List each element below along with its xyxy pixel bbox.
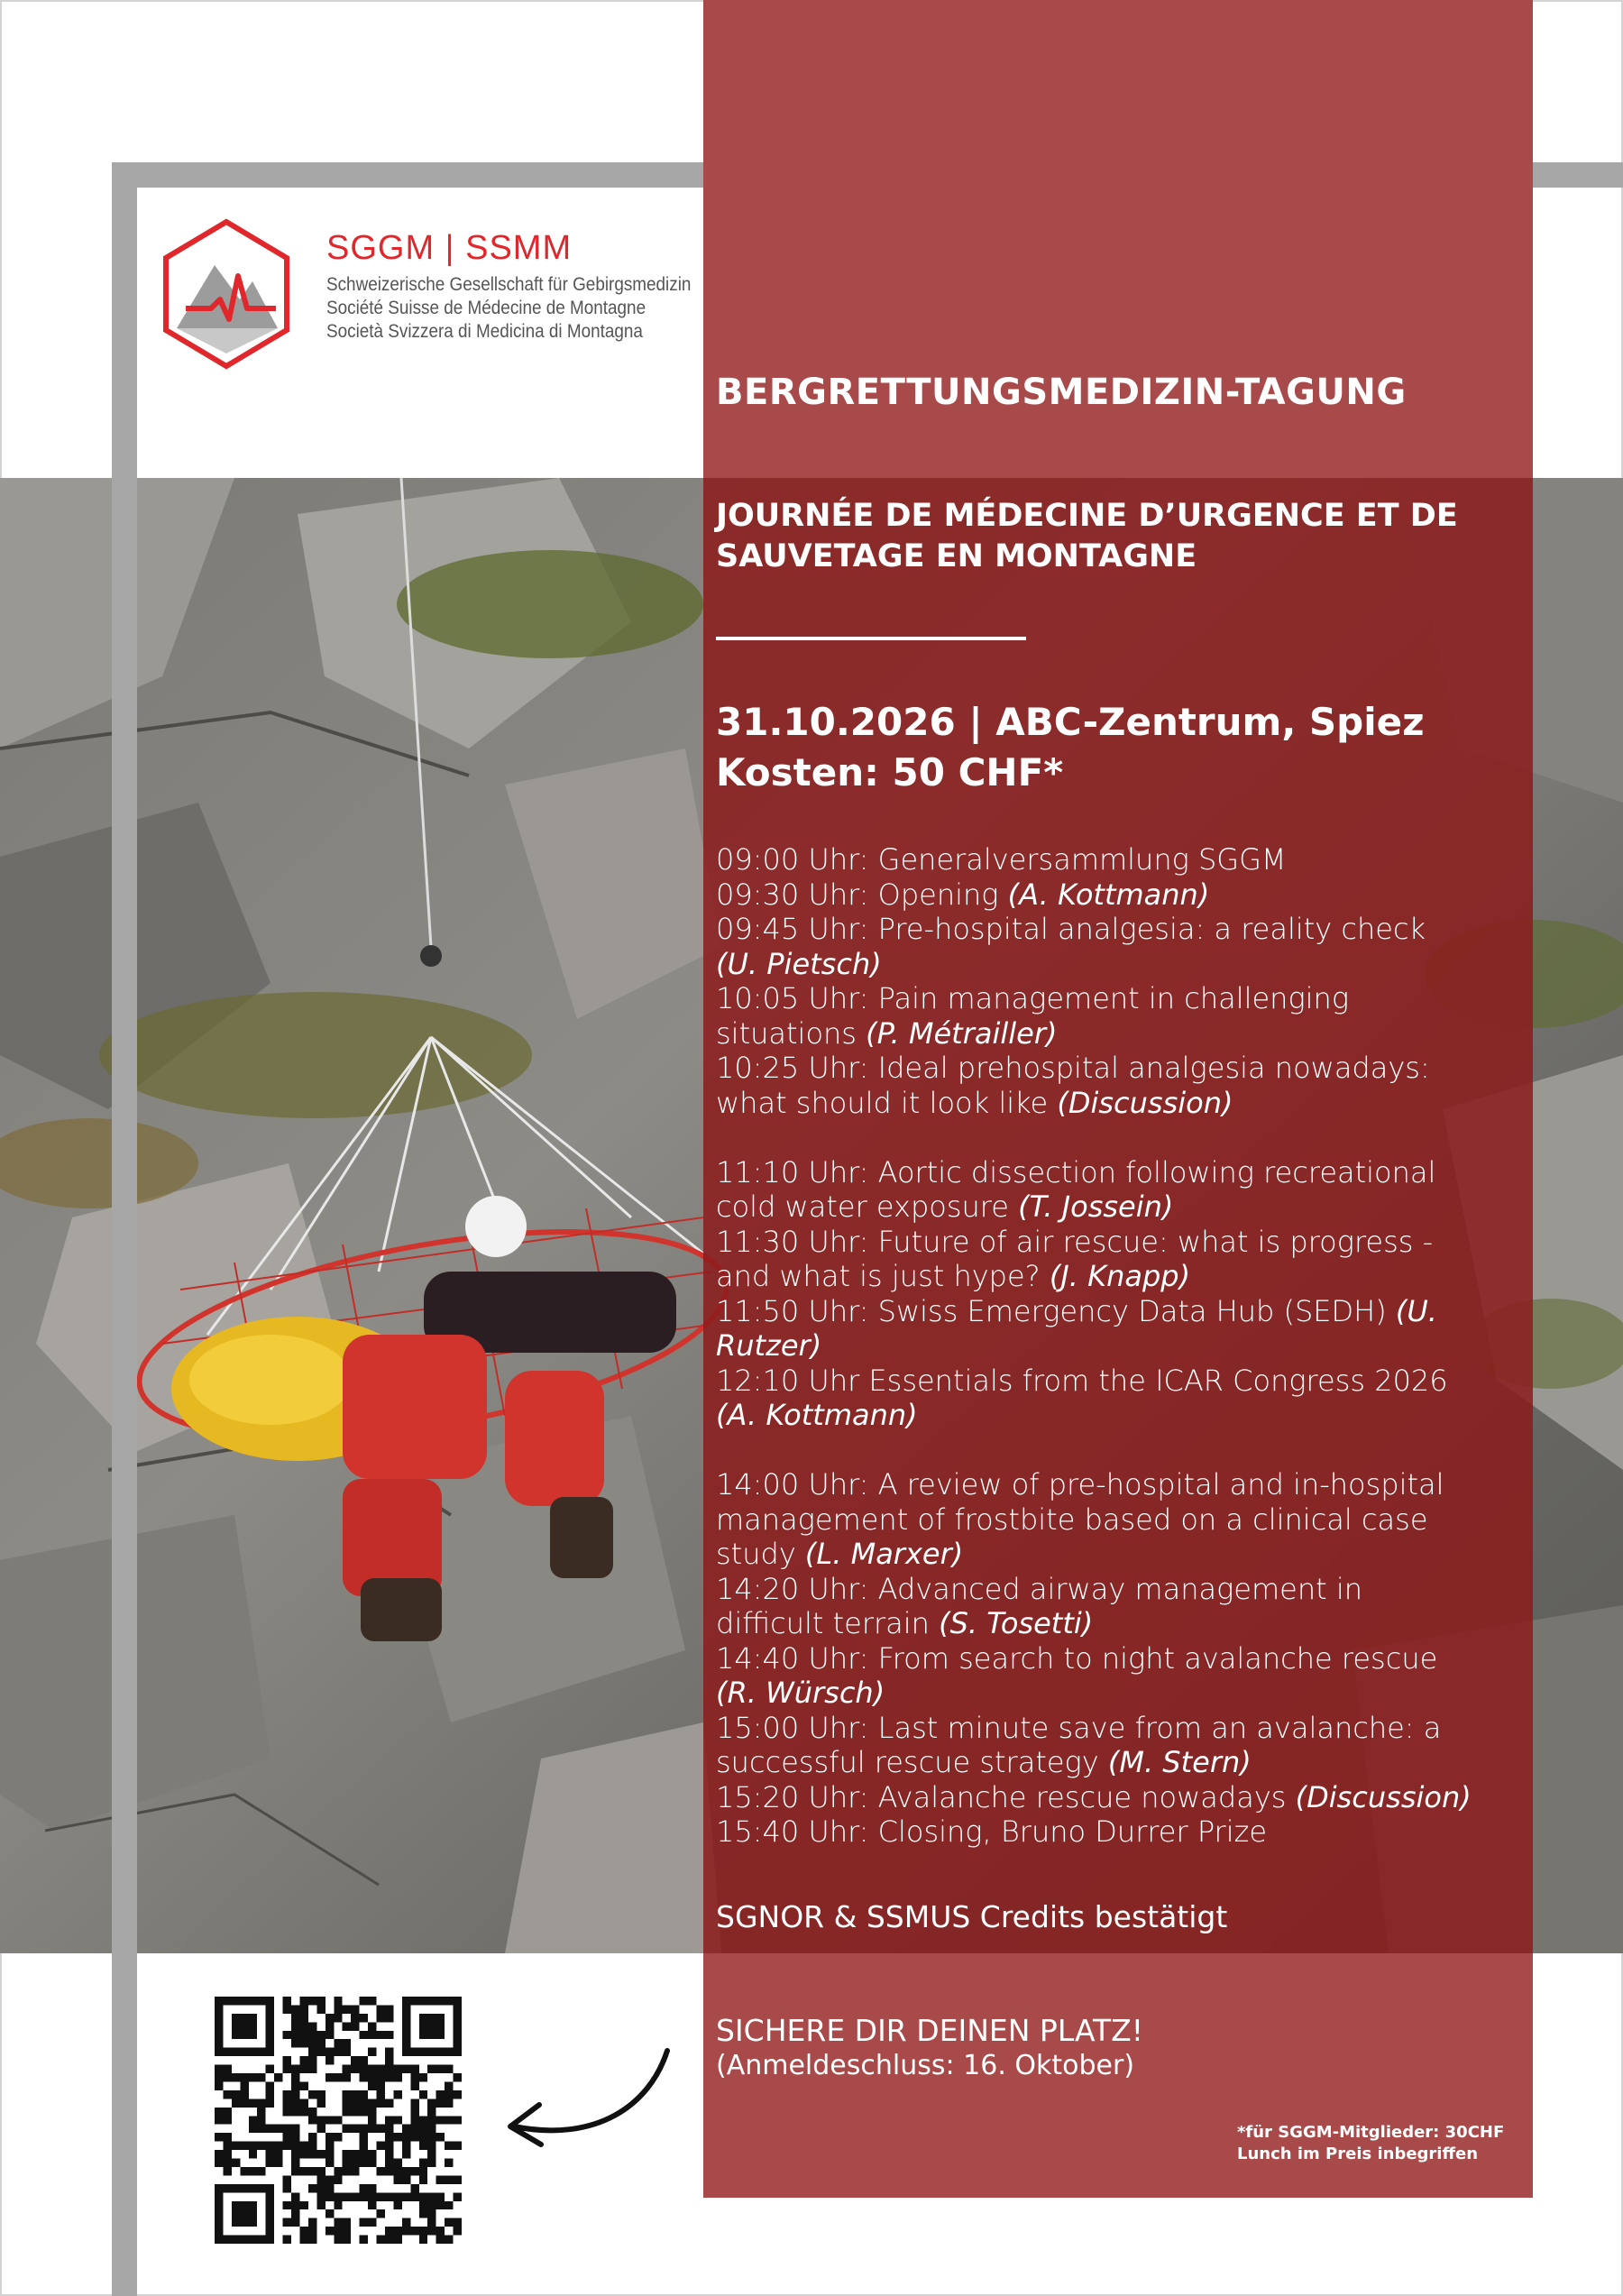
program-line [716,912,1472,947]
program-line-text: and what is just hype? [716,1259,1050,1293]
program-line-text: 14:20 Uhr: Advanced airway management in [716,1571,1363,1606]
program-line-text: 11:10 Uhr: Aortic dissection following recreational [716,1154,1436,1189]
program-line-text: cold water exposure [716,1189,1019,1224]
registration-headline: SICHERE DIR DEINEN PLATZ! [716,2013,1143,2048]
program-line-text: successful rescue strategy [716,1745,1108,1779]
program-line-text: 10:25 Uhr: Ideal prehospital analgesia nowadays: [716,1051,1430,1085]
program-line [716,1641,1472,1676]
sggm-mountain-logo-icon [159,218,294,372]
program-line [716,947,1472,982]
program-line-text: 14:00 Uhr: A review of pre-hospital and in-hospital [716,1467,1444,1502]
logo-line-de: Schweizerische Gesellschaft für Gebirgsmedizin [326,274,692,295]
program-line [716,1259,1472,1294]
program-speaker: (M. Stern) [1107,1745,1252,1779]
program-line-text: 11:30 Uhr: Future of air rescue: what is progress - [716,1224,1434,1259]
sggm-logo [159,218,709,382]
program-line [716,1398,1472,1433]
program-gap [716,1433,1472,1468]
program-line-text: 12:10 Uhr Essentials from the ICAR Congress 2026 [716,1363,1448,1398]
program-speaker: (U. Pietsch) [716,946,882,981]
divider-rule [716,637,1026,640]
program-line [716,1502,1472,1538]
program-speaker: (T. Jossein) [1018,1189,1174,1224]
event-date-location: 31.10.2026 | ABC-Zentrum, Spiez [716,700,1425,744]
program-speaker: (Discussion) [1295,1779,1472,1814]
program-line-text: 10:05 Uhr: Pain management in challenging [716,981,1350,1015]
program-line [716,1814,1472,1850]
program-line [716,1364,1472,1399]
program-line [716,1155,1472,1190]
program-line [716,1606,1472,1641]
subtitle-line-2: SAUVETAGE EN MONTAGNE [716,538,1197,574]
program-line-text: 09:45 Uhr: Pre-hospital analgesia: a reality check [716,912,1426,946]
program-speaker: (R. Würsch) [716,1676,885,1710]
program-line [716,1328,1472,1364]
program-line-text: 15:20 Uhr: Avalanche rescue nowadays [716,1779,1296,1814]
event-cost: Kosten: 50 CHF* [716,750,1064,794]
program-line [716,1572,1472,1607]
curved-arrow-icon [496,2043,676,2161]
program-line-text: situations [716,1015,867,1051]
program-line [716,1016,1472,1052]
qr-code[interactable] [215,1997,462,2244]
program-line [716,981,1472,1016]
program-line [716,842,1472,877]
program-line [716,1711,1472,1746]
program-line-text: 15:40 Uhr: Closing, Bruno Durrer Prize [716,1814,1268,1849]
program-gap [716,1120,1472,1155]
footnote-member-price: *für SGGM-Mitglieder: 30CHF [1237,2123,1505,2142]
logo-title: SGGM | SSMM [326,229,573,267]
program-line-text: difficult terrain [716,1606,940,1640]
program-speaker: (U. [1395,1293,1437,1328]
footnote-lunch: Lunch im Preis inbegriffen [1237,2144,1479,2163]
program-line [716,1745,1472,1780]
program-line-text: 15:00 Uhr: Last minute save from an avalanche: a [716,1710,1442,1745]
program-line-text: what should it look like [716,1085,1058,1120]
program-speaker: (A. Kottmann) [716,1398,918,1432]
program-line-text: 14:40 Uhr: From search to night avalanche rescue [716,1640,1438,1676]
program-speaker: (P. Métrailler) [866,1015,1058,1051]
program-list [716,842,1472,1850]
program-line-text: study [716,1537,805,1571]
frame-left-bar [112,162,137,2296]
program-speaker: (A. Kottmann) [1007,877,1210,912]
event-title: BERGRETTUNGSMEDIZIN-TAGUNG [716,372,1407,413]
program-line [716,1537,1472,1572]
program-line [716,1225,1472,1260]
program-line-text: 11:50 Uhr: Swiss Emergency Data Hub (SEDH) [716,1293,1396,1328]
program-line-text: 09:30 Uhr: Opening [716,877,1008,912]
program-line [716,1294,1472,1329]
program-speaker: Rutzer) [716,1328,822,1363]
program-line [716,1189,1472,1225]
program-line [716,1676,1472,1711]
program-speaker: (L. Marxer) [804,1537,964,1571]
program-line-text: management of frostbite based on a clinical case [716,1502,1428,1537]
registration-deadline: (Anmeldeschluss: 16. Oktober) [716,2050,1135,2081]
program-speaker: (S. Tosetti) [939,1606,1094,1640]
program-line [716,1086,1472,1121]
program-line [716,877,1472,913]
program-line-text: 09:00 Uhr: Generalversammlung SGGM [716,842,1287,877]
program-speaker: (J. Knapp) [1049,1259,1191,1293]
program-speaker: (Discussion) [1057,1085,1233,1120]
program-line [716,1467,1472,1502]
program-line [716,1051,1472,1086]
logo-line-it: Società Svizzera di Medicina di Montagna [326,321,643,342]
subtitle-line-1: JOURNÉE DE MÉDECINE D’URGENCE ET DE [716,498,1458,534]
program-line [716,1780,1472,1815]
credits-note: SGNOR & SSMUS Credits bestätigt [716,1899,1228,1934]
logo-line-fr: Société Suisse de Médecine de Montagne [326,298,646,318]
